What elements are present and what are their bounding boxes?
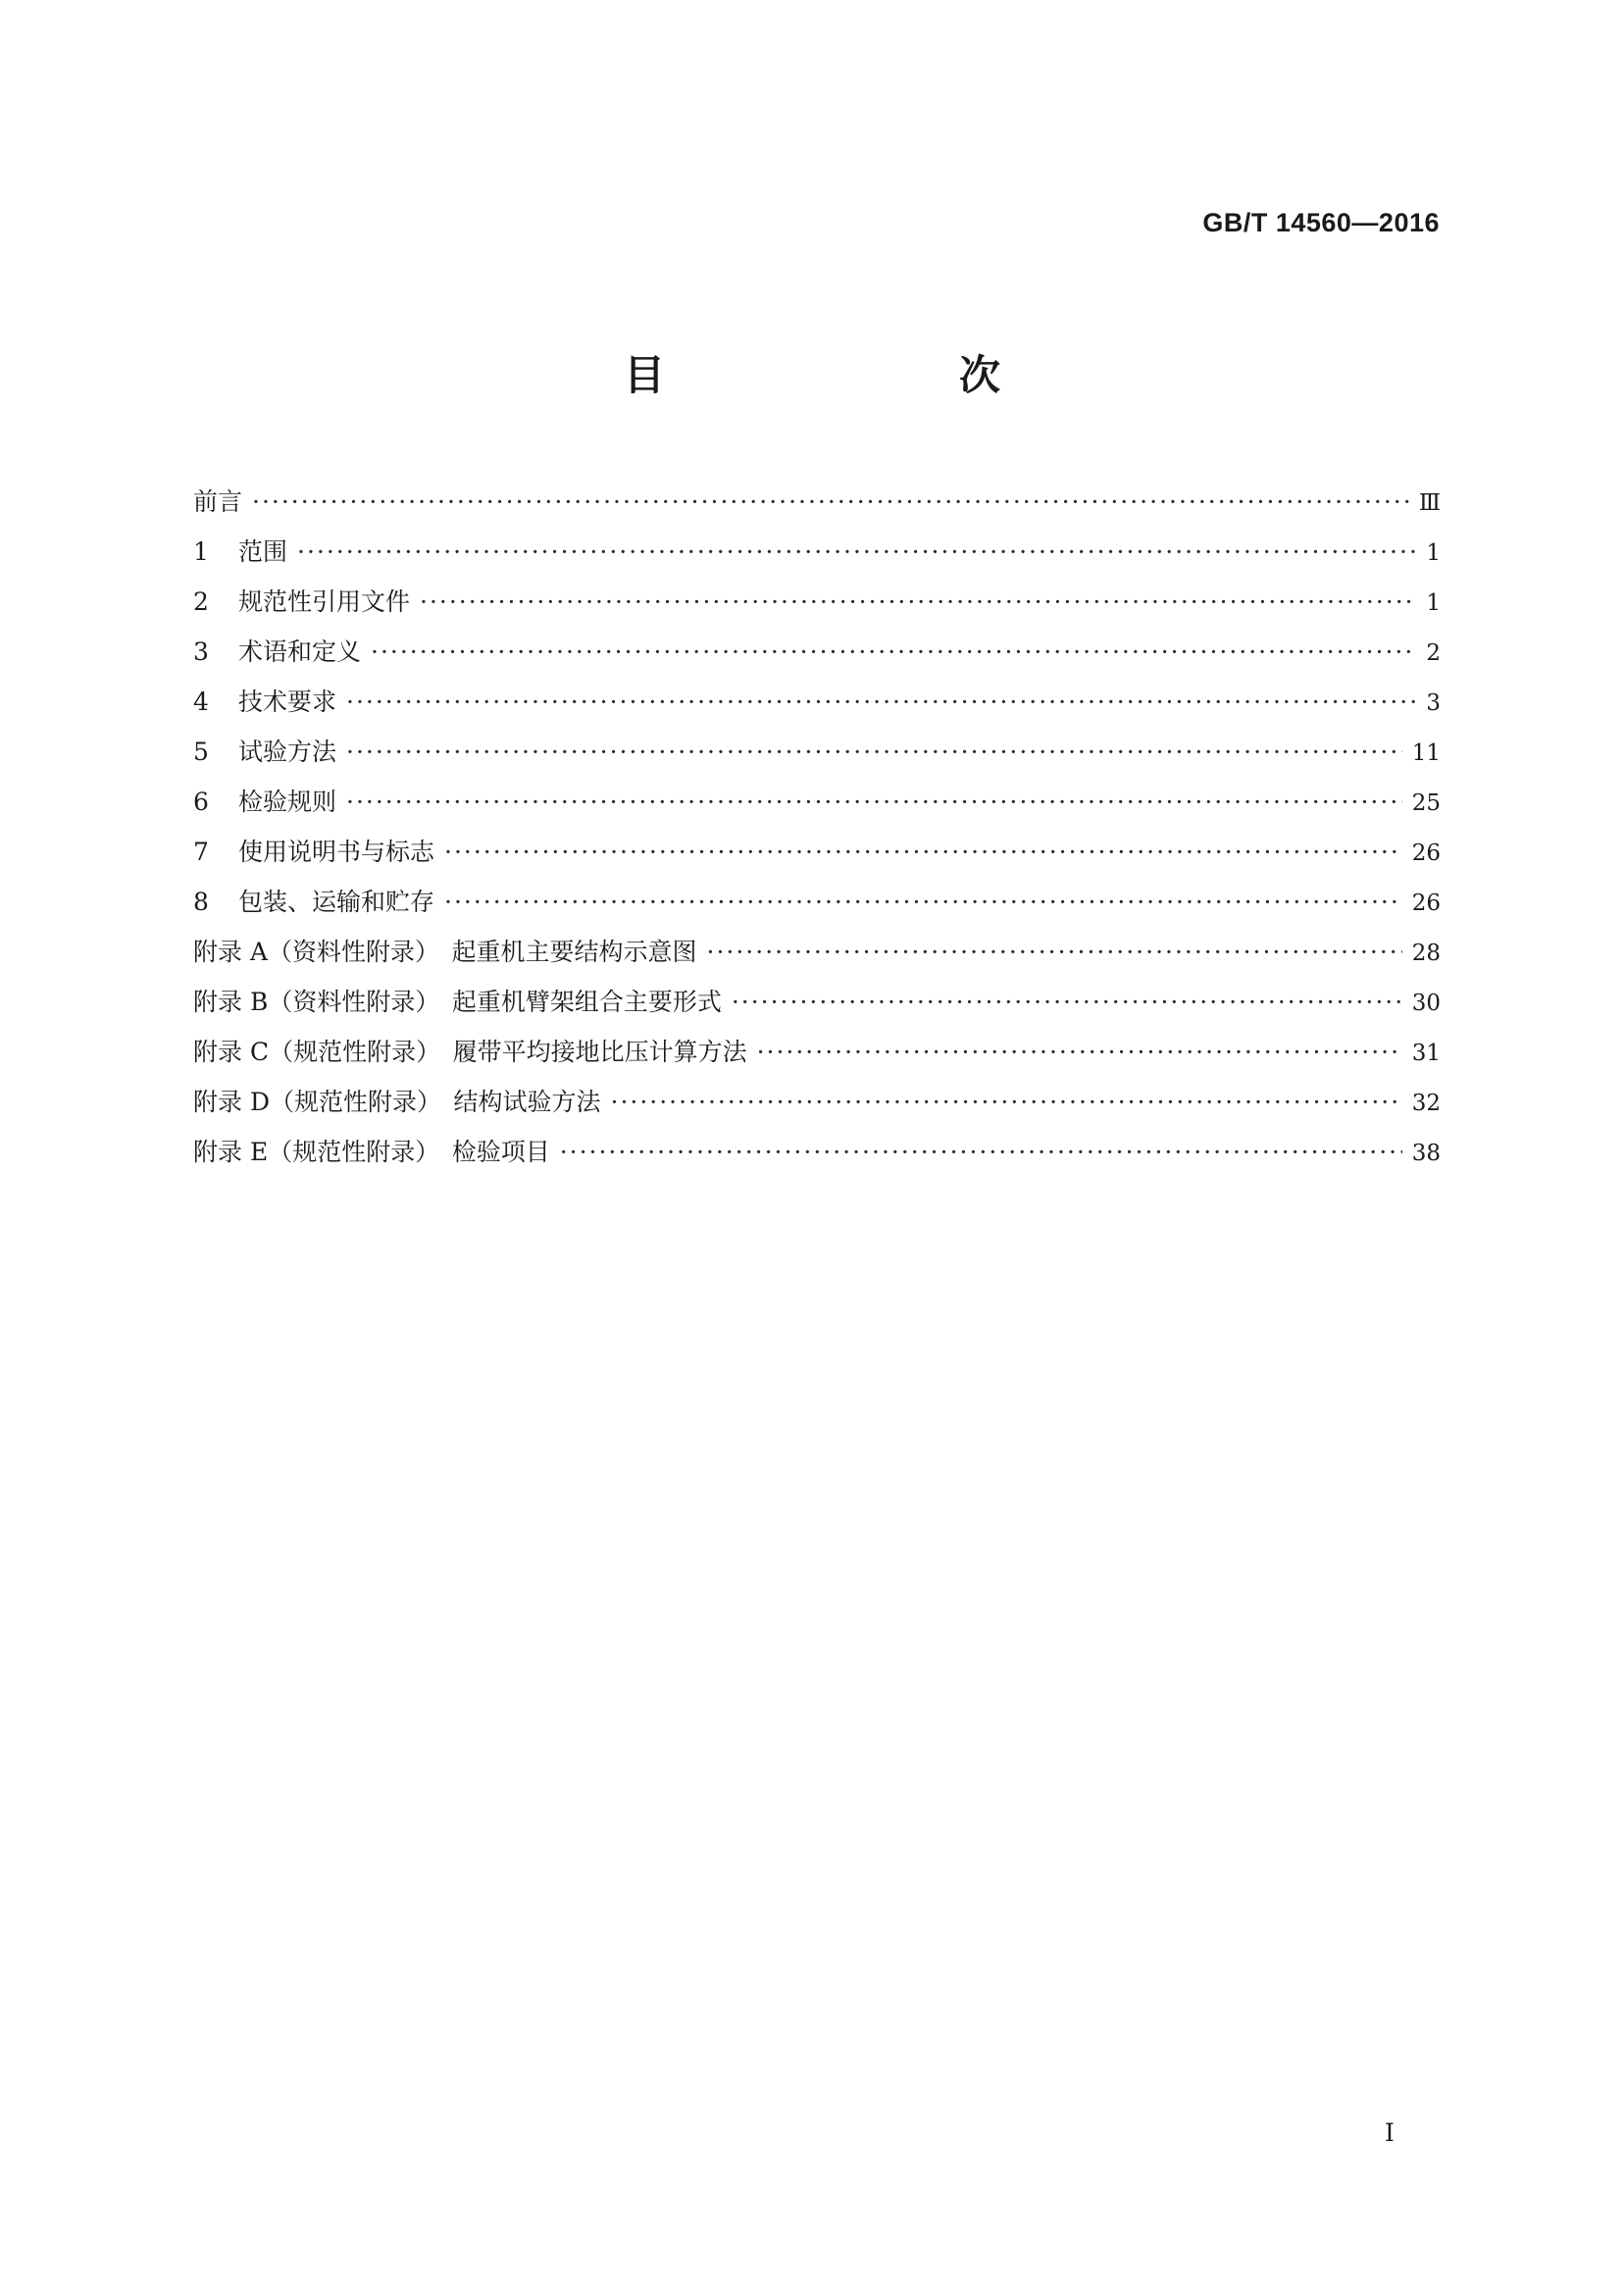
dot-leader	[707, 927, 1402, 977]
toc-entry-page: 1	[1426, 540, 1441, 566]
dot-leader	[444, 827, 1402, 877]
toc-entry[interactable]	[193, 927, 1441, 977]
toc-entry-number: 2	[193, 587, 209, 616]
dot-leader	[611, 1077, 1402, 1127]
toc-entry-label: 试验方法	[238, 738, 337, 766]
toc-entry-label: 前言	[193, 487, 243, 516]
dot-leader	[732, 977, 1402, 1027]
toc-entry-page: 11	[1411, 740, 1441, 766]
page-number: I	[1385, 2118, 1395, 2147]
toc-entry[interactable]	[193, 877, 1441, 927]
toc-entry[interactable]	[193, 1027, 1441, 1077]
toc-entry-page: 25	[1411, 790, 1441, 816]
toc-entry-page: 26	[1411, 841, 1441, 866]
toc-entry[interactable]	[193, 777, 1441, 827]
toc-entry-page: Ⅲ	[1418, 490, 1441, 516]
toc-entry-label: 检验规则	[238, 788, 337, 816]
toc-entry-page: 1	[1426, 590, 1441, 616]
standard-number: GB/T 14560—2016	[1202, 208, 1440, 237]
toc-entry[interactable]	[193, 527, 1441, 577]
dot-leader	[420, 577, 1416, 627]
toc-entry-page: 38	[1411, 1141, 1441, 1166]
toc-entry[interactable]	[193, 477, 1441, 527]
toc-entry-label: 使用说明书与标志	[238, 838, 435, 866]
toc-entry-page: 32	[1411, 1091, 1441, 1116]
toc-entry[interactable]	[193, 1077, 1441, 1127]
toc-entry-page: 2	[1426, 640, 1441, 666]
toc-entry-number: 8	[193, 888, 209, 916]
toc-entry-number: 5	[193, 738, 209, 766]
toc-entry[interactable]	[193, 577, 1441, 627]
toc-entry-number: 1	[193, 537, 209, 566]
dot-leader	[297, 527, 1416, 577]
dot-leader	[346, 727, 1402, 777]
toc-entry-label: 附录 E（规范性附录） 检验项目	[193, 1138, 550, 1166]
dot-leader	[346, 677, 1416, 727]
toc-entry-page: 30	[1411, 991, 1441, 1016]
toc-entry-number: 7	[193, 838, 209, 866]
toc-entry-page: 28	[1411, 941, 1441, 966]
dot-leader	[252, 477, 1409, 527]
dot-leader	[444, 877, 1402, 927]
toc-entry-page: 26	[1411, 891, 1441, 916]
toc-entry-label: 术语和定义	[238, 637, 362, 666]
toc-entry-number: 6	[193, 788, 209, 816]
toc-entry-label: 规范性引用文件	[238, 587, 411, 616]
toc-entry[interactable]	[193, 627, 1441, 677]
toc-entry[interactable]	[193, 1127, 1441, 1177]
dot-leader	[346, 777, 1402, 827]
toc-entry-label: 附录 D（规范性附录） 结构试验方法	[193, 1088, 601, 1116]
toc-entry[interactable]	[193, 827, 1441, 877]
toc-entry-label: 技术要求	[238, 688, 337, 716]
toc-entry[interactable]	[193, 677, 1441, 727]
toc-entry-page: 3	[1426, 690, 1441, 716]
toc-entry-label: 附录 B（资料性附录） 起重机臂架组合主要形式	[193, 988, 722, 1016]
toc-entry-label: 附录 C（规范性附录） 履带平均接地比压计算方法	[193, 1038, 747, 1066]
toc-entry-number: 3	[193, 637, 209, 666]
dot-leader	[371, 627, 1416, 677]
page-title: 目 次	[623, 351, 1071, 399]
toc-entry-page: 31	[1411, 1041, 1441, 1066]
toc-entry-label: 包装、运输和贮存	[238, 888, 435, 916]
dot-leader	[757, 1027, 1402, 1077]
dot-leader	[560, 1127, 1402, 1177]
toc-entry[interactable]	[193, 977, 1441, 1027]
toc-entry-label: 附录 A（资料性附录） 起重机主要结构示意图	[193, 938, 697, 966]
toc-entry-number: 4	[193, 688, 209, 716]
toc-entry-label: 范围	[238, 537, 288, 566]
toc-entry[interactable]	[193, 727, 1441, 777]
table-of-contents	[193, 477, 1441, 1177]
